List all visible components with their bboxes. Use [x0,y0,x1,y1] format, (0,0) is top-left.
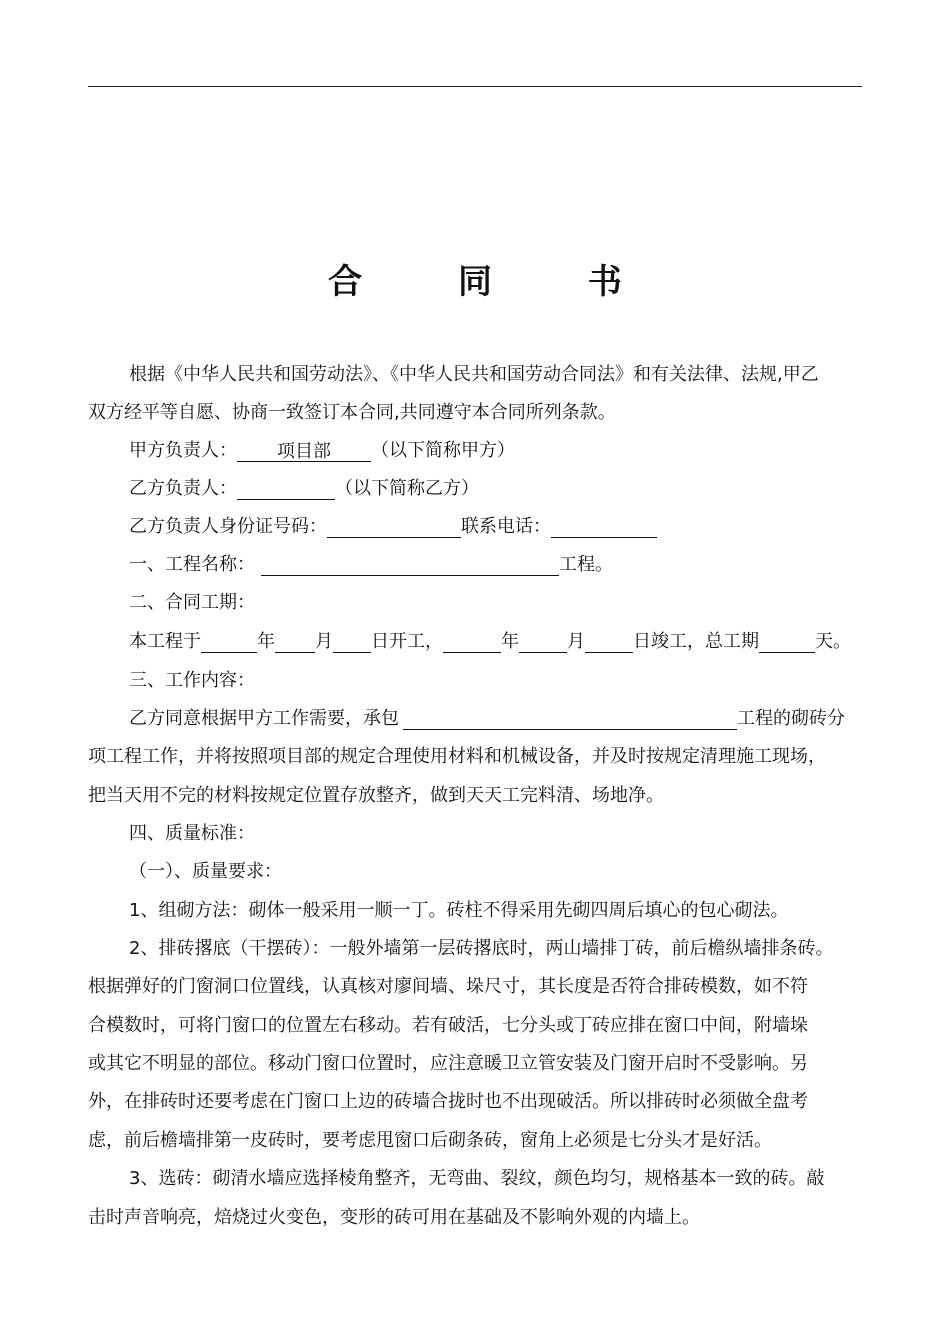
start-year-field[interactable] [201,632,257,653]
phone-field[interactable] [551,517,657,538]
total-days-field[interactable] [759,632,815,653]
start-day-field[interactable] [333,632,371,653]
work-content-line-3: 把当天用不完的材料按规定位置存放整齐，做到天天工完料清、场地净。 [88,785,664,806]
party-a-line [88,440,903,462]
work-content-heading: 三、工作内容： [129,670,255,691]
project-name-suffix: 工程。 [559,554,613,575]
preamble-line-2: 双方经平等自愿、协商一致签订本合同,共同遵守本合同所列条款。 [88,402,616,423]
party-a-field[interactable]: 项目部 [237,441,371,462]
quality-subheading: （一）、质量要求： [129,861,282,882]
quality-item-2-line: 合模数时，可将门窗口的位置左右移动。若有破活，七分头或丁砖应排在窗口中间，附墙垛 [88,1015,808,1036]
contract-period-heading: 二、合同工期： [129,592,255,613]
document-title: 合 同 书 [328,262,664,302]
party-b-label: 乙方负责人： [129,478,237,499]
party-a-note: （以下简称甲方） [371,440,515,461]
project-name-label: 一、工程名称： [129,554,255,575]
quality-item-2-line: 虑，前后檐墙排第一皮砖时，要考虑甩窗口后砌条砖，窗角上必须是七分头才是好活。 [88,1130,772,1151]
party-b-line [88,478,903,500]
header-rule [88,86,862,87]
project-name-field[interactable] [261,555,559,576]
party-b-field[interactable] [237,479,335,500]
quality-item-2-line: 2、排砖撂底（干摆砖）：一般外墙第一层砖撂底时，两山墙排丁砖，前后檐纵墙排条砖。 [129,938,834,959]
party-b-id-label: 乙方负责人身份证号码： [129,516,327,537]
party-b-id-line [88,516,903,538]
end-day-field[interactable] [585,632,633,653]
phone-label: 联系电话： [461,516,551,537]
project-name-line [88,554,903,576]
party-b-note: （以下简称乙方） [335,478,479,499]
end-year-field[interactable] [443,632,501,653]
preamble-line-1: 根据《中华人民共和国劳动法》、《中华人民共和国劳动合同法》和有关法律、法规,甲乙 [129,364,819,385]
end-month-field[interactable] [519,632,567,653]
work-content-line-2: 项工程工作，并将按照项目部的规定合理使用材料和机械设备，并及时按规定清理施工现场， [88,746,826,767]
start-month-field[interactable] [275,632,315,653]
quality-item-2-line: 或其它不明显的部位。移动门窗口位置时，应注意暖卫立管安装及门窗开启时不受影响。另 [88,1053,808,1074]
quality-heading: 四、质量标准： [129,823,255,844]
party-a-label: 甲方负责人： [129,440,237,461]
quality-item-3-line: 击时声音响亮，焙烧过火变色，变形的砖可用在基础及不影响外观的内墙上。 [88,1207,700,1228]
quality-item-3-line: 3、选砖：砌清水墙应选择棱角整齐，无弯曲、裂纹，颜色均匀，规格基本一致的砖。敲 [129,1168,825,1189]
quality-item-1: 1、组砌方法：砌体一般采用一顺一丁。砖柱不得采用先砌四周后填心的包心砌法。 [129,900,789,921]
quality-item-2-line: 外，在排砖时还要考虑在门窗口上边的砖墙合拢时也不出现破活。所以排砖时必须做全盘考 [88,1091,808,1112]
quality-item-2-line: 根据弹好的门窗洞口位置线，认真核对廖间墙、垛尺寸，其长度是否符合排砖模数，如不符 [88,976,808,997]
party-b-id-field[interactable] [327,517,461,538]
contract-period-line: 本工程于 年 月 日开工， 年 月 日竣工，总工期 天。 [129,631,851,652]
contract-scope-field[interactable] [403,709,737,730]
work-content-line-1: 乙方同意根据甲方工作需要，承包 工程的砌砖分 [129,708,845,729]
